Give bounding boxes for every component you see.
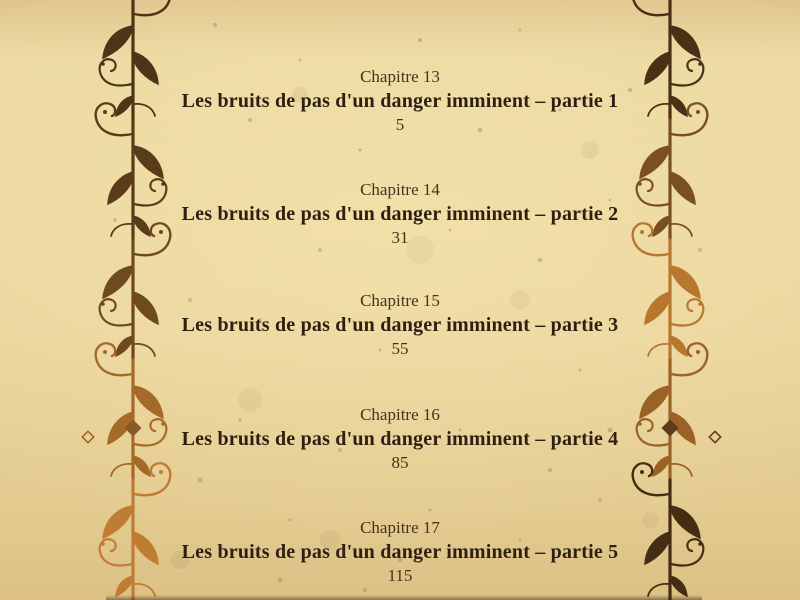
- chapter-page-number: 115: [387, 566, 413, 585]
- chapter-page-number: 85: [391, 453, 409, 472]
- toc-entry[interactable]: [150, 517, 650, 587]
- chapter-title: Les bruits de pas d'un danger imminent – partie 2: [181, 203, 619, 225]
- toc-entry[interactable]: [150, 66, 650, 136]
- chapter-label: Chapitre 13: [360, 67, 440, 86]
- chapter-title: Les bruits de pas d'un danger imminent – partie 1: [181, 90, 619, 112]
- chapter-title: Les bruits de pas d'un danger imminent – partie 3: [181, 314, 619, 336]
- toc-entry[interactable]: [150, 290, 650, 360]
- chapter-page-number: 55: [391, 339, 409, 358]
- chapter-page-number: 31: [391, 228, 409, 247]
- chapter-label: Chapitre 16: [360, 405, 440, 424]
- chapter-title: Les bruits de pas d'un danger imminent – partie 4: [181, 428, 619, 450]
- toc-entry[interactable]: [150, 179, 650, 249]
- chapter-title: Les bruits de pas d'un danger imminent – partie 5: [181, 541, 619, 563]
- chapter-page-number: 5: [395, 115, 405, 134]
- toc-entry[interactable]: [150, 404, 650, 474]
- chapter-label: Chapitre 14: [360, 180, 440, 199]
- chapter-label: Chapitre 17: [360, 518, 440, 537]
- chapter-label: Chapitre 15: [360, 291, 440, 310]
